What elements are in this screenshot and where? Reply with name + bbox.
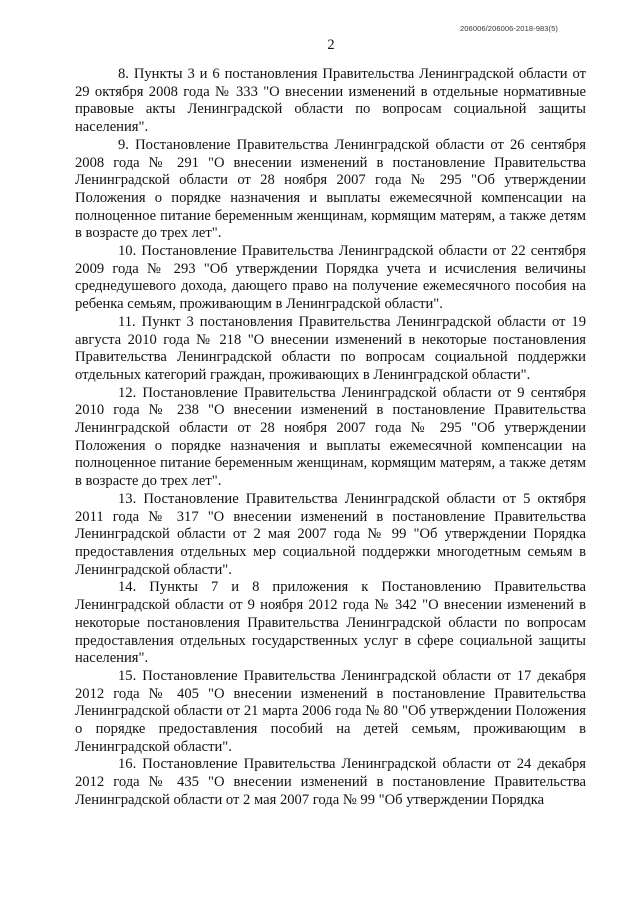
document-body	[75, 66, 586, 810]
paragraph-item-15: 15. Постановление Правительства Ленинградской области от 17 декабря 2012 года № 405 "О внесении изменений в постановление Правительства Ленинградской области от 21 марта 2006 года № 80 "Об утверждении Положения о порядке предоставления пособий на детей семьям, проживающим в Ленинградской области".	[75, 667, 586, 755]
document-id: 206006/206006-2018-983(5)	[460, 24, 558, 33]
page-number: 2	[327, 37, 335, 53]
paragraph-item-13: 13. Постановление Правительства Ленинградской области от 5 октября 2011 года № 317 "О внесении изменений в постановление Правительства Ленинградской области от 2 мая 2007 года № 99 "Об утверждении Порядка предоставления отдельных мер социальной поддержки многодетным семьям в Ленинградской области".	[75, 490, 586, 578]
paragraph-item-9: 9. Постановление Правительства Ленинградской области от 26 сентября 2008 года № 291 "О внесении изменений в постановление Правительства Ленинградской области от 28 ноября 2007 года № 295 "Об утверждении Положения о порядке назначения и выплаты ежемесячной компенсации на полноценное питание беременным женщинам, кормящим матерям, а также детям в возрасте до трех лет".	[75, 136, 586, 242]
paragraph-item-11: 11. Пункт 3 постановления Правительства Ленинградской области от 19 августа 2010 года № 218 "О внесении изменений в некоторые постановления Правительства Ленинградской области по вопросам социальной поддержки отдельных категорий граждан, проживающих в Ленинградской области".	[75, 313, 586, 383]
paragraph-item-16: 16. Постановление Правительства Ленинградской области от 24 декабря 2012 года № 435 "О внесении изменений в постановление Правительства Ленинградской области от 2 мая 2007 года № 99 "Об утверждении Порядка	[75, 756, 586, 808]
paragraph-item-12: 12. Постановление Правительства Ленинградской области от 9 сентября 2010 года № 238 "О внесении изменений в постановление Правительства Ленинградской области от 28 ноября 2007 года № 295 "Об утверждении Положения о порядке назначения и выплаты ежемесячной компенсации на полноценное питание беременным женщинам, кормящим матерям, а также детям в возрасте до трех лет".	[75, 384, 586, 490]
paragraph-item-14: 14. Пункты 7 и 8 приложения к Постановлению Правительства Ленинградской области от 9 ноября 2012 года № 342 "О внесении изменений в некоторые постановления Правительства Ленинградской области по вопросам предоставления отдельных государственных услуг в сфере социальной защиты населения".	[75, 579, 586, 667]
paragraph-item-10: 10. Постановление Правительства Ленинградской области от 22 сентября 2009 года № 293 "Об утверждении Порядка учета и исчисления величины среднедушевого дохода, дающего право на получение ежемесячного пособия на ребенка семьям, проживающим в Ленинградской области".	[75, 243, 586, 313]
paragraph-item-8: 8. Пункты 3 и 6 постановления Правительства Ленинградской области от 29 октября 2008 года № 333 "О внесении изменений в отдельные нормативные правовые акты Ленинградской области по вопросам социальной защиты населения".	[75, 66, 586, 136]
